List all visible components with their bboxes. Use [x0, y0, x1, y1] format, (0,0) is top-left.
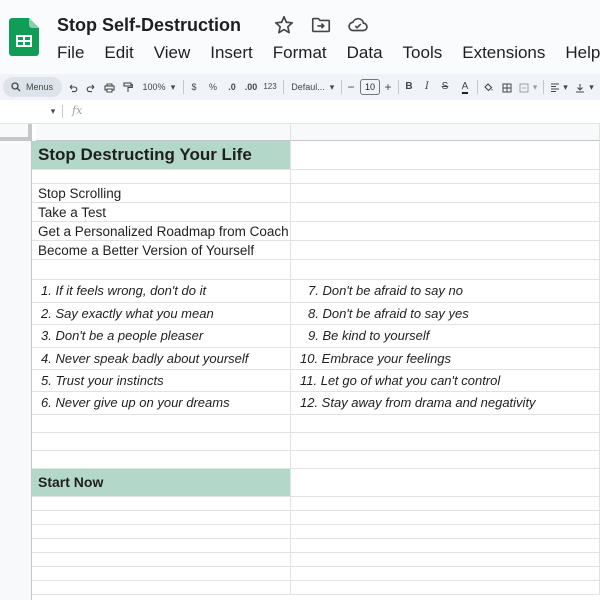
grid-cell[interactable]	[291, 539, 600, 553]
tip-cell[interactable]	[32, 348, 291, 370]
link-cell[interactable]	[32, 184, 291, 203]
menu-help[interactable]: Help	[565, 43, 600, 62]
grid-cell[interactable]	[291, 511, 600, 525]
decrease-decimal-button[interactable]: .0	[228, 82, 236, 92]
tip-item: 12. Stay away from drama and negativity	[300, 395, 536, 410]
grid-cell[interactable]	[291, 141, 600, 170]
chevron-down-icon[interactable]: ▾	[329, 82, 335, 92]
tip-item: 11. Let go of what you can't control	[300, 373, 501, 388]
menu-edit[interactable]: Edit	[104, 43, 134, 62]
toolbar-divider	[341, 80, 342, 94]
grid-cell[interactable]	[291, 222, 600, 241]
grid-cell[interactable]	[291, 203, 600, 222]
print-icon[interactable]	[102, 74, 117, 100]
tip-item: 9. Be kind to yourself	[308, 328, 430, 343]
zoom-select[interactable]: 100%	[142, 82, 166, 92]
chevron-down-icon[interactable]: ▾	[589, 82, 594, 92]
column-header-b[interactable]	[291, 124, 600, 141]
bold-button[interactable]: B	[405, 81, 413, 92]
tip-cell[interactable]	[32, 325, 291, 348]
tip-cell[interactable]	[291, 370, 600, 392]
spreadsheet-grid	[0, 124, 600, 600]
grid-cell[interactable]	[291, 415, 600, 433]
grid-cell[interactable]	[291, 567, 600, 581]
grid-cell[interactable]	[291, 553, 600, 567]
grid-cell[interactable]	[32, 567, 291, 581]
tip-cell[interactable]	[32, 370, 291, 392]
link-personalized-roadmap[interactable]: Get a Personalized Roadmap from Coach	[38, 224, 289, 239]
borders-icon[interactable]	[500, 74, 514, 100]
grid-cell[interactable]	[32, 539, 291, 553]
name-box-chevron-icon[interactable]: ▾	[50, 106, 56, 116]
search-icon	[11, 82, 21, 92]
tip-cell[interactable]	[291, 325, 600, 348]
tip-item: 3. Don't be a people pleaser	[41, 328, 204, 343]
text-color-button[interactable]	[458, 74, 472, 100]
heading-cell[interactable]	[32, 141, 291, 170]
grid-filler	[32, 124, 291, 141]
grid-cell[interactable]	[291, 525, 600, 539]
search-label: Menus	[26, 82, 54, 92]
grid-cell[interactable]	[32, 260, 291, 280]
italic-button[interactable]: I	[425, 81, 429, 92]
link-take-a-test[interactable]: Take a Test	[38, 205, 107, 220]
font-size-input[interactable]: 10	[360, 79, 380, 95]
grid-cell[interactable]	[291, 433, 600, 451]
grid-cell[interactable]	[32, 415, 291, 433]
link-cell[interactable]	[32, 203, 291, 222]
increase-decimal-button[interactable]: .00	[244, 82, 258, 92]
menu-view[interactable]: View	[153, 43, 191, 62]
grid-cell[interactable]	[32, 497, 291, 511]
tip-cell[interactable]	[291, 348, 600, 370]
tip-item: 5. Trust your instincts	[41, 373, 164, 388]
fill-color-icon[interactable]	[481, 74, 495, 100]
grid-cell[interactable]	[32, 433, 291, 451]
grid-cell[interactable]	[32, 525, 291, 539]
menu-file[interactable]: File	[57, 43, 85, 62]
menu-insert[interactable]: Insert	[210, 43, 253, 62]
tip-item: 4. Never speak badly about yourself	[41, 351, 249, 366]
row-headers	[0, 141, 32, 600]
toolbar-divider	[183, 80, 184, 94]
toolbar-divider	[477, 80, 478, 94]
vertical-align-icon[interactable]	[573, 74, 587, 100]
toolbar-divider	[283, 80, 284, 94]
grid-cell[interactable]	[291, 184, 600, 203]
start-now-link[interactable]: Start Now	[38, 474, 104, 490]
tip-item: 7. Don't be afraid to say no	[308, 283, 463, 298]
formula-bar	[0, 100, 600, 124]
document-title[interactable]: Stop Self-Destruction	[57, 15, 242, 35]
chevron-down-icon[interactable]: ▾	[563, 82, 568, 92]
tip-item: 10. Embrace your feelings	[300, 351, 452, 366]
grid-cell[interactable]	[291, 260, 600, 280]
grid-cell[interactable]	[291, 451, 600, 469]
link-better-version[interactable]: Become a Better Version of Yourself	[38, 243, 255, 258]
tip-cell[interactable]	[32, 280, 291, 303]
grid-cell[interactable]	[291, 170, 600, 184]
grid-cell[interactable]	[32, 451, 291, 469]
paint-format-icon[interactable]	[121, 74, 135, 100]
toolbar-divider	[398, 80, 399, 94]
formula-divider	[62, 105, 63, 118]
grid-cell[interactable]	[32, 553, 291, 567]
text-color-label: A	[461, 81, 469, 92]
tip-cell[interactable]	[291, 392, 600, 415]
undo-icon[interactable]	[66, 74, 80, 100]
tip-item: 8. Don't be afraid to say yes	[308, 306, 469, 321]
tip-cell[interactable]	[291, 280, 600, 303]
formula-input[interactable]	[90, 102, 595, 121]
currency-button[interactable]: $	[191, 82, 197, 92]
tip-cell[interactable]	[32, 392, 291, 415]
grid-cell[interactable]	[291, 241, 600, 260]
link-cell[interactable]	[32, 241, 291, 260]
start-now-cell[interactable]	[32, 469, 291, 497]
grid-cell[interactable]	[291, 581, 600, 595]
chevron-down-icon[interactable]: ▾	[170, 82, 176, 92]
tip-cell[interactable]	[291, 303, 600, 325]
link-stop-scrolling[interactable]: Stop Scrolling	[38, 186, 122, 201]
tip-item: 6. Never give up on your dreams	[41, 395, 230, 410]
grid-cell[interactable]	[32, 170, 291, 184]
redo-icon[interactable]	[84, 74, 98, 100]
grid-cell[interactable]	[291, 497, 600, 511]
sheets-logo[interactable]	[9, 18, 39, 56]
tip-item: 2. Say exactly what you mean	[41, 306, 214, 321]
menu-search-button[interactable]	[3, 77, 62, 97]
move-to-folder-icon[interactable]	[310, 14, 332, 36]
font-select[interactable]: Defaul...	[291, 82, 325, 92]
select-all-corner[interactable]	[0, 124, 32, 141]
grid-cell[interactable]	[32, 511, 291, 525]
font-size-decrease-button[interactable]: −	[347, 80, 355, 94]
sheet-heading: Stop Destructing Your Life	[38, 145, 252, 164]
horizontal-align-icon[interactable]	[548, 74, 562, 100]
merge-cells-icon[interactable]	[518, 74, 530, 100]
chevron-down-icon[interactable]: ▾	[532, 82, 538, 92]
fx-icon: fx	[72, 104, 83, 117]
grid-cell[interactable]	[291, 469, 600, 497]
number-format-button[interactable]: 123	[263, 82, 277, 91]
menu-extensions[interactable]: Extensions	[462, 43, 546, 62]
toolbar	[0, 74, 600, 100]
cloud-saved-icon[interactable]	[347, 14, 369, 36]
link-cell[interactable]	[32, 222, 291, 241]
menu-format[interactable]: Format	[272, 43, 327, 62]
grid-cell[interactable]	[32, 581, 291, 595]
font-size-increase-button[interactable]: +	[384, 80, 392, 94]
menu-tools[interactable]: Tools	[402, 43, 443, 62]
strikethrough-icon[interactable]: S	[441, 81, 449, 92]
star-icon[interactable]	[273, 14, 295, 36]
title-bar	[0, 0, 600, 74]
tip-item: 1. If it feels wrong, don't do it	[41, 283, 207, 298]
menu-bar	[47, 41, 600, 65]
toolbar-divider	[543, 80, 544, 94]
tip-cell[interactable]	[32, 303, 291, 325]
percent-button[interactable]: %	[208, 82, 217, 92]
menu-data[interactable]: Data	[346, 43, 383, 62]
